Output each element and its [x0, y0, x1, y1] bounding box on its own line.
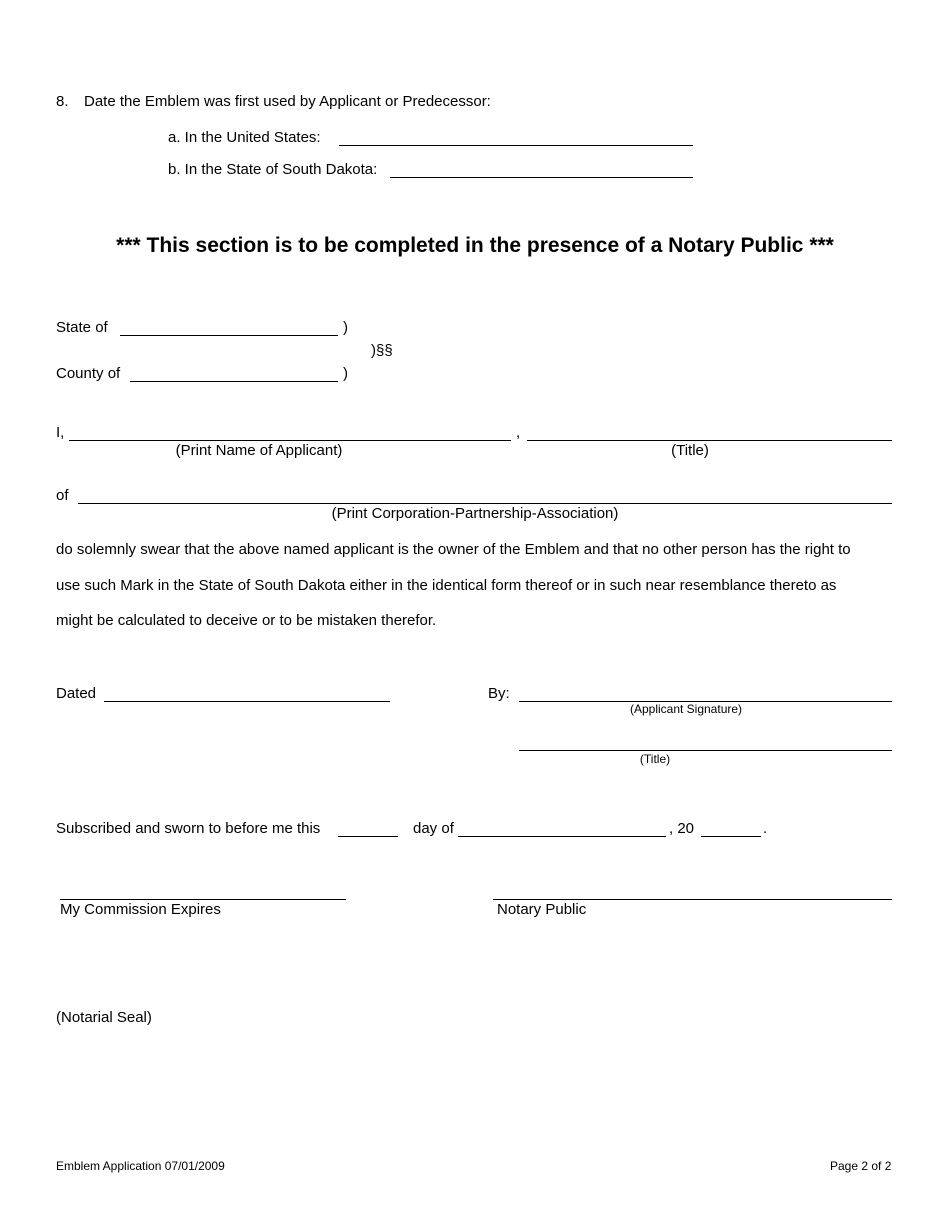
sworn-year-field[interactable]	[701, 836, 761, 837]
dated-label: Dated	[56, 685, 97, 702]
notary-section-heading: *** This section is to be completed in the presence of a Notary Public ***	[116, 234, 834, 257]
sd-date-label: b. In the State of South Dakota:	[168, 161, 378, 178]
signer-title-caption: (Title)	[639, 752, 671, 766]
year-prefix: , 20	[669, 820, 695, 837]
organization-field[interactable]	[78, 503, 892, 504]
county-paren: )	[343, 365, 348, 382]
applicant-title-field[interactable]	[527, 440, 892, 441]
us-date-label: a. In the United States:	[168, 129, 321, 146]
of-label: of	[56, 487, 69, 504]
footer-form-id: Emblem Application 07/01/2009	[56, 1159, 225, 1173]
notary-public-label: Notary Public	[497, 901, 587, 918]
us-date-field[interactable]	[339, 145, 693, 146]
item-question: Date the Emblem was first used by Applicant or Predecessor:	[84, 93, 491, 110]
footer-page-number: Page 2 of 2	[830, 1159, 892, 1173]
sworn-period: .	[763, 820, 768, 837]
state-field[interactable]	[120, 335, 338, 336]
county-label: County of	[56, 365, 121, 382]
state-label: State of	[56, 319, 108, 336]
sworn-month-field[interactable]	[458, 836, 666, 837]
by-label: By:	[488, 685, 510, 702]
sd-date-field[interactable]	[390, 177, 693, 178]
oath-line-1: do solemnly swear that the above named applicant is the owner of the Emblem and that no other person has the right to	[56, 541, 851, 558]
section-symbol: )§§	[371, 342, 393, 359]
comma: ,	[516, 424, 521, 441]
dated-field[interactable]	[104, 701, 390, 702]
signer-title-field[interactable]	[519, 750, 892, 751]
applicant-name-field[interactable]	[69, 440, 511, 441]
oath-line-3: might be calculated to deceive or to be mistaken therefor.	[56, 612, 437, 629]
notary-signature-field[interactable]	[493, 899, 892, 900]
commission-expires-label: My Commission Expires	[60, 901, 221, 918]
applicant-name-caption: (Print Name of Applicant)	[175, 442, 343, 459]
sworn-prefix: Subscribed and sworn to before me this	[56, 820, 321, 837]
county-field[interactable]	[130, 381, 338, 382]
organization-caption: (Print Corporation-Partnership-Association)	[331, 505, 619, 522]
i-label: I,	[56, 424, 65, 441]
state-paren: )	[343, 319, 348, 336]
item-number: 8.	[56, 93, 69, 110]
oath-line-2: use such Mark in the State of South Dakota either in the identical form thereof or in such near resemblance thereto as	[56, 577, 837, 594]
applicant-title-caption: (Title)	[671, 442, 709, 459]
sworn-day-field[interactable]	[338, 836, 398, 837]
commission-expires-field[interactable]	[60, 899, 346, 900]
day-of-label: day of	[413, 820, 454, 837]
applicant-signature-caption: (Applicant Signature)	[629, 702, 743, 716]
notarial-seal-label: (Notarial Seal)	[56, 1009, 152, 1026]
